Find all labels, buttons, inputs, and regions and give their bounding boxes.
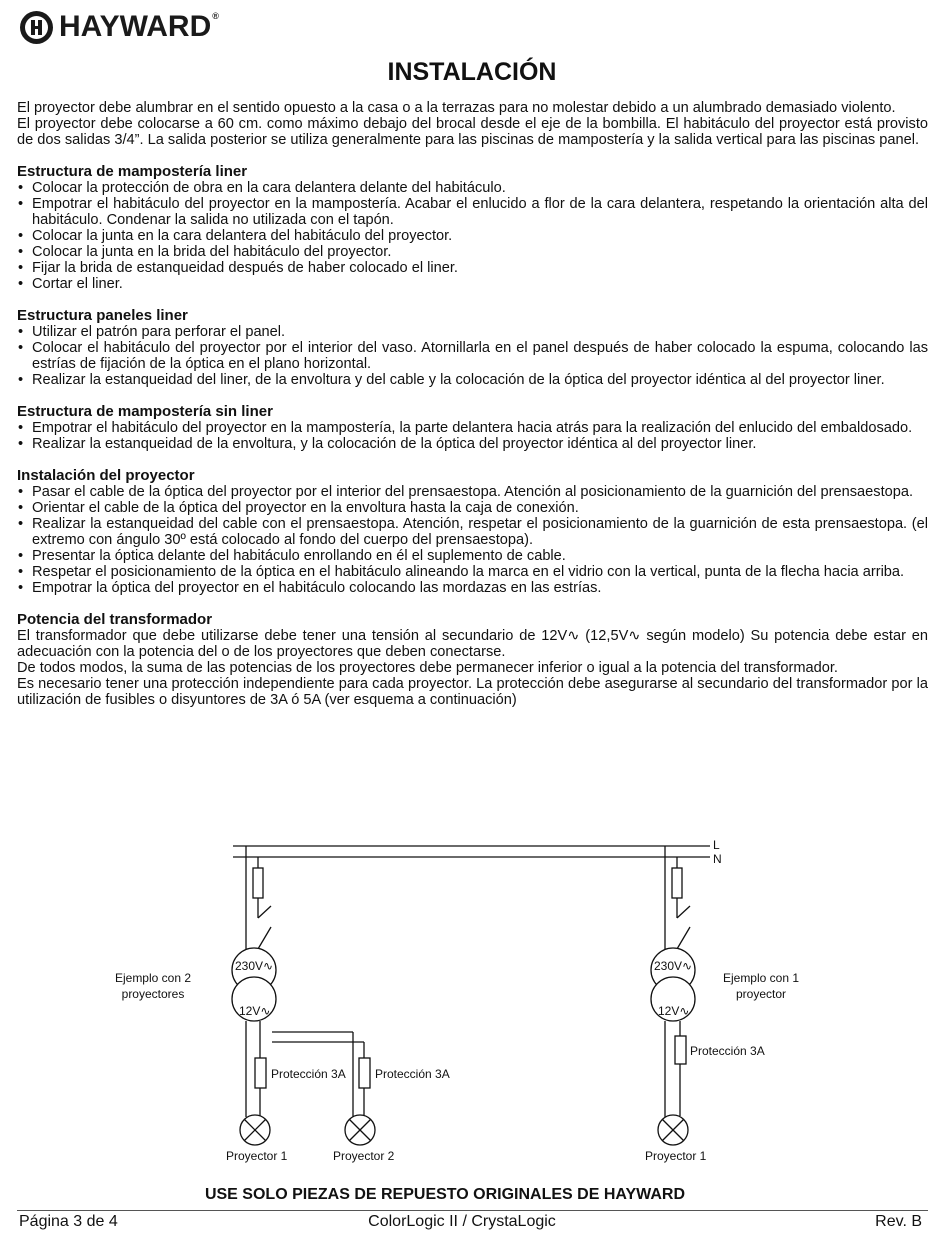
secondary-voltage-label: 12V∿ — [239, 1004, 271, 1018]
list-item: • Empotrar el habitáculo del proyector en la mampostería. Acabar el enlucido a flor de la cara delantera, respetando la orientación alta del habitáculo. Condenar la salida no utilizada con el tapón. — [17, 196, 928, 228]
transformer-paragraph: De todos modos, la suma de las potencias de los proyectores debe permanecer inferior o igual a la potencia del transformador. — [17, 660, 838, 676]
brand-name: HAYWARD® — [59, 10, 219, 43]
switch-icon — [677, 906, 690, 918]
protection-label: Protección 3A — [375, 1067, 450, 1081]
page-number: Página 3 de 4 — [19, 1213, 118, 1230]
hayward-logo — [20, 9, 219, 45]
projector-1-label: Proyector 1 — [645, 1149, 707, 1163]
list-item: • Empotrar el habitáculo del proyector en la mampostería, la parte delantera hacia atrás para la realización del enlucido del embaldosado. — [17, 420, 928, 436]
wiring-diagram — [100, 836, 800, 1176]
section-heading: Estructura de mampostería sin liner — [17, 403, 273, 420]
list-item: • Realizar la estanqueidad del cable con el prensaestopa. Atención, respetar el posicionamiento de la guarnición de esta prensaestopa. (el extremo con ángulo 30º está colocado al fondo del cuerpo del prensaestopa). — [17, 516, 928, 548]
protection-fuse-icon — [255, 1058, 266, 1088]
list-item: • Presentar la óptica delante del habitáculo enrollando en él el suplemento de cable. — [17, 548, 928, 564]
section-list — [17, 324, 928, 388]
projector-1-label: Proyector 1 — [226, 1149, 288, 1163]
line-l-label: L — [713, 838, 720, 852]
section-heading: Estructura de mampostería liner — [17, 163, 248, 180]
revision: Rev. B — [875, 1213, 922, 1230]
primary-voltage-label: 230V∿ — [235, 959, 274, 973]
section-list — [17, 180, 928, 292]
protection-fuse-icon — [359, 1058, 370, 1088]
section-list — [17, 484, 928, 596]
switch-icon — [258, 906, 271, 918]
list-item: • Pasar el cable de la óptica del proyector por el interior del prensaestopa. Atención al posicionamiento de la guarnición del prensaestopa. — [17, 484, 928, 500]
list-item: • Realizar la estanqueidad del liner, de la envoltura y del cable y la colocación de la óptica del proyector idéntica al del proyector liner. — [17, 372, 928, 388]
list-item: • Colocar la junta en la brida del habitáculo del proyector. — [17, 244, 928, 260]
fuse-icon — [253, 868, 263, 898]
primary-voltage-label: 230V∿ — [654, 959, 693, 973]
protection-fuse-icon — [675, 1036, 686, 1064]
line-n-label: N — [713, 852, 722, 866]
list-item: • Orientar el cable de la óptica del proyector en la envoltura hasta la caja de conexión. — [17, 500, 928, 516]
list-item: • Cortar el liner. — [17, 276, 928, 292]
protection-label: Protección 3A — [690, 1044, 765, 1058]
example-one-label: Ejemplo con 1 — [722, 971, 800, 985]
example-two-label: Ejemplo con 2 — [114, 971, 192, 985]
section-list — [17, 420, 928, 452]
list-item: • Realizar la estanqueidad de la envoltura, y la colocación de la óptica del proyector idéntica al del proyector liner. — [17, 436, 928, 452]
intro-paragraph: El proyector debe colocarse a 60 cm. como máximo debajo del brocal desde el eje de la bombilla. El habitáculo del proyector está provisto de dos salidas 3/4”. La salida posterior se utiliza generalmente para las piscinas de mampostería y la salida vertical para las piscinas panel. — [17, 116, 928, 148]
fuse-icon — [672, 868, 682, 898]
intro-paragraph: El proyector debe alumbrar en el sentido opuesto a la casa o a la terrazas para no molestar debido a un alumbrado demasiado violento. — [17, 100, 896, 116]
protection-label: Protección 3A — [271, 1067, 346, 1081]
replacement-parts-note: USE SOLO PIEZAS DE REPUESTO ORIGINALES DE HAYWARD — [204, 1186, 686, 1203]
section-heading: Estructura paneles liner — [17, 307, 188, 324]
document-body — [17, 100, 928, 708]
list-item: • Respetar el posicionamiento de la óptica en el habitáculo alineando la marca en el vidrio con la vertical, punta de la flecha hacia arriba. — [17, 564, 928, 580]
transformer-paragraph: El transformador que debe utilizarse debe tener una tensión al secundario de 12V∿ (12,5V∿ según modelo) Su potencia debe estar en adecuación con la potencia del o de los proyectores que deben conectarse. — [17, 628, 928, 660]
hayward-logo-icon — [20, 11, 53, 44]
secondary-voltage-label: 12V∿ — [658, 1004, 690, 1018]
list-item: • Utilizar el patrón para perforar el panel. — [17, 324, 928, 340]
list-item: • Fijar la brida de estanqueidad después de haber colocado el liner. — [17, 260, 928, 276]
list-item: • Colocar la junta en la cara delantera del habitáculo del proyector. — [17, 228, 928, 244]
projector-2-label: Proyector 2 — [333, 1149, 395, 1163]
list-item: • Empotrar la óptica del proyector en el habitáculo colocando las mordazas en las estrías. — [17, 580, 928, 596]
list-item: • Colocar la protección de obra en la cara delantera delante del habitáculo. — [17, 180, 928, 196]
transformer-paragraph: Es necesario tener una protección independiente para cada proyector. La protección debe asegurarse al secundario del transformador por la utilización de fusibles o disyuntores de 3A ó 5A (ver esquema a continuación) — [17, 676, 928, 708]
example-two-label: proyectores — [121, 987, 185, 1001]
example-one-label: proyector — [735, 987, 787, 1001]
section-heading: Potencia del transformador — [17, 611, 213, 628]
section-heading: Instalación del proyector — [17, 467, 195, 484]
product-name: ColorLogic II / CrystaLogic — [368, 1213, 556, 1230]
footer-divider — [17, 1210, 928, 1211]
page-title: INSTALACIÓN — [387, 58, 557, 86]
list-item: • Colocar el habitáculo del proyector por el interior del vaso. Atornillarla en el panel después de haber colocado la espuma, colocando las estrías de fijación de la óptica en el plano horizontal. — [17, 340, 928, 372]
